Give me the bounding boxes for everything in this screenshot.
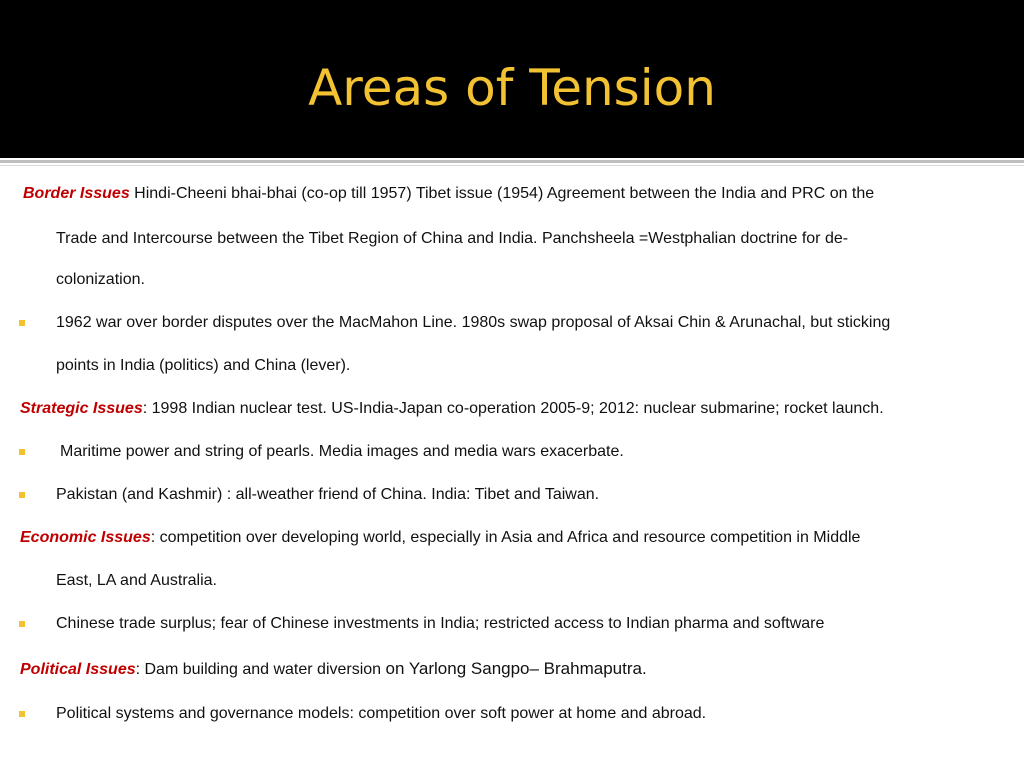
- bullet-marker: [19, 711, 25, 717]
- slide-body: [0, 174, 1024, 768]
- border-issues-line-3: colonization.: [56, 271, 145, 288]
- economic-issues-heading: Economic Issues: [20, 529, 151, 546]
- bullet-1-line-1: 1962 war over border disputes over the MacMahon Line. 1980s swap proposal of Aksai Chin & Arunachal, but sticking: [56, 314, 891, 331]
- border-issues-line-1: [23, 183, 1024, 205]
- bullet-1-line-2: points in India (politics) and China (lever).: [56, 357, 351, 374]
- slide-title: Areas of Tension: [308, 59, 716, 117]
- strategic-issues-text: : 1998 Indian nuclear test. US-India-Japan co-operation 2005-9; 2012: nuclear submarine; rocket launch.: [142, 400, 884, 417]
- bullet-marker: [19, 449, 25, 455]
- border-issues-text-1: Hindi-Cheeni bhai-bhai (co-op till 1957) Tibet issue (1954) Agreement between the India and PRC on the: [134, 185, 875, 202]
- title-divider-thin: [0, 165, 1024, 166]
- political-issues-text-1: : Dam building and water diversion: [135, 661, 386, 678]
- political-issues-line: [20, 658, 1024, 681]
- bullet-2-text: Maritime power and string of pearls. Media images and media wars exacerbate.: [60, 443, 624, 460]
- border-issues-line-2: Trade and Intercourse between the Tibet Region of China and India. Panchsheela =Westphalian doctrine for de-: [56, 230, 849, 247]
- strategic-issues-line: [20, 398, 1024, 420]
- economic-issues-text-1: : competition over developing world, especially in Asia and Africa and resource competition in Middle: [150, 529, 861, 546]
- bullet-5-text: Political systems and governance models: competition over soft power at home and abroad.: [56, 705, 707, 722]
- political-issues-text-2: on Yarlong Sangpo– Brahmaputra.: [385, 659, 647, 678]
- bullet-marker: [19, 320, 25, 326]
- economic-issues-line-1: [20, 527, 1024, 549]
- economic-issues-line-2: East, LA and Australia.: [56, 572, 217, 589]
- bullet-4-text: Chinese trade surplus; fear of Chinese investments in India; restricted access to Indian pharma and software: [56, 615, 825, 632]
- title-bar: [0, 0, 1024, 158]
- political-issues-heading: Political Issues: [20, 661, 136, 678]
- bullet-marker: [19, 621, 25, 627]
- bullet-marker: [19, 492, 25, 498]
- strategic-issues-heading: Strategic Issues: [20, 400, 143, 417]
- title-divider: [0, 160, 1024, 163]
- bullet-3-text: Pakistan (and Kashmir) : all-weather friend of China. India: Tibet and Taiwan.: [56, 486, 600, 503]
- border-issues-heading: Border Issues: [23, 185, 130, 202]
